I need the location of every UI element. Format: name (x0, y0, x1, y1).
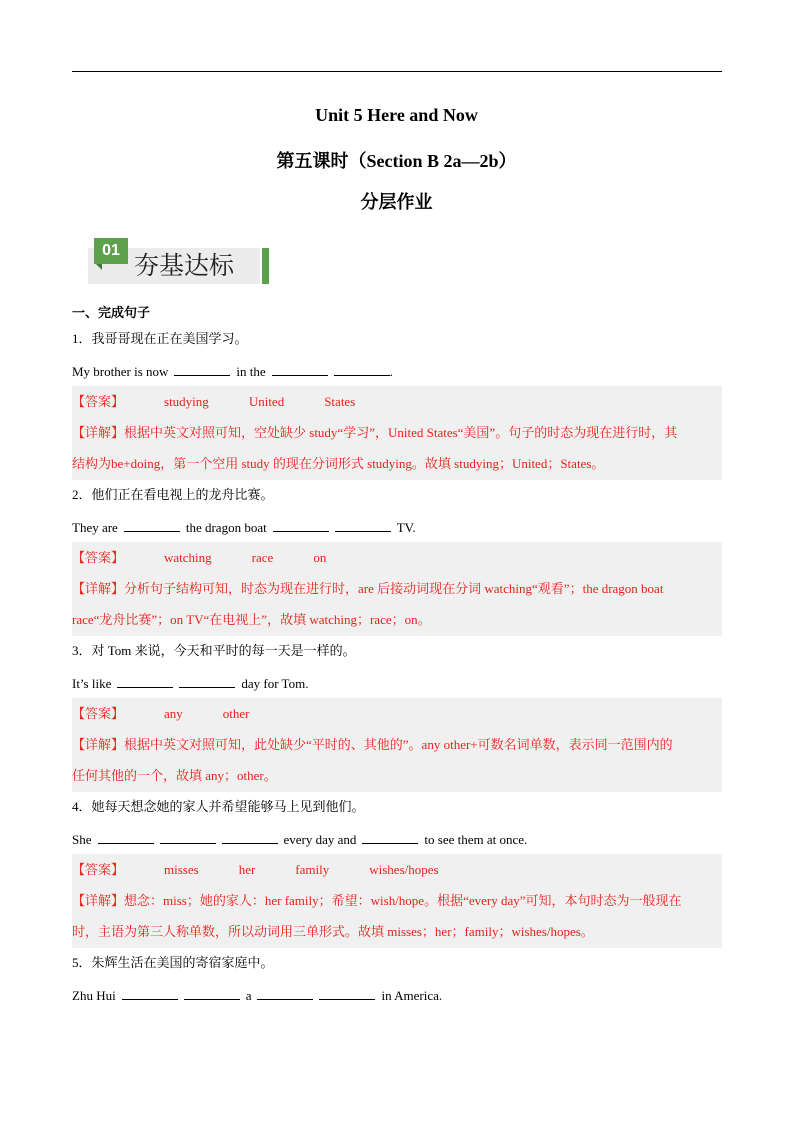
answer-word: misses (164, 862, 199, 877)
answer-box-4 (72, 854, 722, 948)
detail-text: 时，主语为第三人称单数，所以动词用三单形式。故填 misses；her；family；wishes/hopes。 (72, 924, 594, 939)
sentence-text: a (245, 988, 252, 1003)
detail-text: 根据中英文对照可知，空处缺少 study“学习”，United States“美国”。句子的时态为现在进行时，其 (124, 425, 678, 440)
sentence-text: TV. (396, 520, 416, 535)
answer-word: race (251, 550, 274, 565)
lesson-subtitle: 第五课时（Section B 2a—2b） (276, 151, 517, 171)
sentence-text: day for Tom. (241, 676, 309, 691)
sentence-text: My brother is now (72, 364, 169, 379)
section-banner (86, 236, 272, 288)
answer-blank (117, 675, 173, 688)
detail-line (72, 425, 722, 441)
answer-word: any (164, 706, 183, 721)
detail-text: 想念：miss；她的家人：her family；希望：wish/hope。根据“every day”可知，本句时态为一般现在 (124, 893, 682, 908)
detail-line (72, 893, 722, 909)
answer-word: on (313, 550, 327, 565)
answer-label: 【答案】 (72, 394, 125, 409)
answer-line (72, 394, 722, 410)
banner-tab-fold (96, 264, 102, 270)
answer-blank (272, 363, 328, 376)
section-title: 一、完成句子 (72, 305, 151, 320)
answer-blank (319, 987, 375, 1000)
sentence-text: She (72, 832, 92, 847)
answer-word: United (248, 394, 285, 409)
answer-label: 【答案】 (72, 550, 125, 565)
answer-blank (334, 363, 390, 376)
detail-label: 【详解】 (72, 581, 125, 596)
sentence-text: to see them at once. (424, 832, 528, 847)
answer-word: other (222, 706, 250, 721)
answer-blank (184, 987, 240, 1000)
sentence-text: the dragon boat (185, 520, 267, 535)
sentence-text: Zhu Hui (72, 988, 116, 1003)
question-5-sentence (72, 987, 722, 1004)
detail-text: 分析句子结构可知，时态为现在进行时，are 后接动词现在分词 watching“观看”；the dragon boat (124, 581, 664, 596)
answer-box-1 (72, 386, 722, 480)
detail-text: 任何其他的一个，故填 any；other。 (72, 768, 277, 783)
answer-line (72, 862, 722, 878)
detail-label: 【详解】 (72, 893, 125, 908)
sentence-text: They are (72, 520, 118, 535)
question-1-prompt: 1．我哥哥现在正在美国学习。 (72, 331, 248, 346)
answer-blank (273, 519, 329, 532)
answer-word: watching (164, 550, 212, 565)
answer-box-2 (72, 542, 722, 636)
banner-label: 夯基达标 (134, 251, 235, 280)
answer-word: her (238, 862, 256, 877)
question-1-sentence (72, 363, 722, 380)
answer-blank (174, 363, 230, 376)
detail-line (72, 581, 722, 597)
sentence-text: in America. (381, 988, 443, 1003)
page-title: Unit 5 Here and Now (315, 105, 478, 125)
sentence-text: It’s like (72, 676, 112, 691)
answer-blank (179, 675, 235, 688)
detail-text: 根据中英文对照可知，此处缺少“平时的、其他的”。any other+可数名词单数，表示同一范围内的 (124, 737, 673, 752)
question-3-prompt: 3．对 Tom 来说，今天和平时的每一天是一样的。 (72, 643, 356, 658)
question-5-prompt: 5．朱辉生活在美国的寄宿家庭中。 (72, 955, 274, 970)
answer-word: family (295, 862, 330, 877)
banner-number: 01 (94, 238, 128, 264)
sentence-text: . (389, 364, 393, 379)
answer-blank (98, 831, 154, 844)
sentence-text: in the (236, 364, 266, 379)
detail-line (72, 737, 722, 753)
answer-blank (222, 831, 278, 844)
question-3-sentence (72, 675, 722, 692)
question-4-sentence (72, 831, 722, 848)
detail-text: 结构为be+doing，第一个空用 study 的现在分词形式 studying。故填 studying；United；States。 (72, 456, 605, 471)
detail-label: 【详解】 (72, 737, 125, 752)
header-rule (72, 71, 722, 72)
question-4-prompt: 4．她每天想念她的家人并希望能够马上见到他们。 (72, 799, 365, 814)
question-2-prompt: 2．他们正在看电视上的龙舟比赛。 (72, 487, 274, 502)
answer-blank (335, 519, 391, 532)
answer-line (72, 706, 722, 722)
answer-blank (362, 831, 418, 844)
answer-box-3 (72, 698, 722, 792)
answer-label: 【答案】 (72, 706, 125, 721)
sentence-text: every day and (283, 832, 357, 847)
answer-word: studying (164, 394, 209, 409)
answer-blank (257, 987, 313, 1000)
answer-blank (122, 987, 178, 1000)
homework-subtitle: 分层作业 (360, 192, 433, 212)
question-2-sentence (72, 519, 722, 536)
detail-text: race“龙舟比赛”；on TV“在电视上”，故填 watching；race；on。 (72, 612, 431, 627)
answer-line (72, 550, 722, 566)
answer-blank (160, 831, 216, 844)
detail-label: 【详解】 (72, 425, 125, 440)
answer-word: States (324, 394, 356, 409)
banner-accent-bar (262, 248, 269, 284)
answer-blank (124, 519, 180, 532)
answer-word: wishes/hopes (369, 862, 439, 877)
answer-label: 【答案】 (72, 862, 125, 877)
